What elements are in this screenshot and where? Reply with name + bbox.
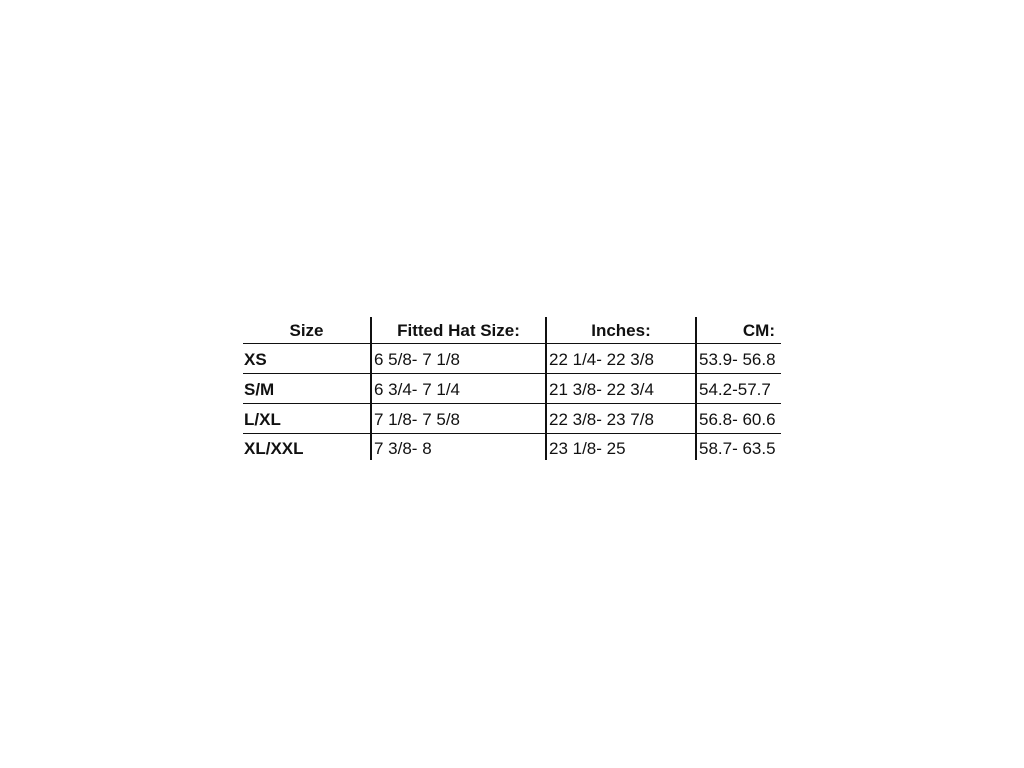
table-row (243, 374, 781, 404)
header-cm: CM: (695, 317, 781, 343)
header-inches: Inches: (545, 317, 695, 343)
size-chart-table (243, 317, 781, 460)
cm-cell: 58.7- 63.5 (695, 434, 781, 460)
inches-cell: 22 3/8- 23 7/8 (545, 404, 695, 433)
cm-cell: 53.9- 56.8 (695, 344, 781, 373)
table-header-row (243, 317, 781, 344)
table-row (243, 434, 781, 460)
header-fitted-hat-size: Fitted Hat Size: (370, 317, 545, 343)
size-cell: XL/XXL (244, 438, 304, 458)
inches-cell: 23 1/8- 25 (545, 434, 695, 460)
inches-cell: 22 1/4- 22 3/8 (545, 344, 695, 373)
inches-cell: 21 3/8- 22 3/4 (545, 374, 695, 403)
fitted-cell: 6 5/8- 7 1/8 (370, 344, 545, 373)
table-row (243, 404, 781, 434)
fitted-cell: 7 1/8- 7 5/8 (370, 404, 545, 433)
size-cell: L/XL (244, 410, 281, 429)
size-cell: S/M (244, 380, 275, 399)
fitted-cell: 7 3/8- 8 (370, 434, 545, 460)
size-cell: XS (244, 350, 267, 369)
table-row (243, 344, 781, 374)
header-size: Size (289, 321, 324, 340)
fitted-cell: 6 3/4- 7 1/4 (370, 374, 545, 403)
cm-cell: 56.8- 60.6 (695, 404, 781, 433)
cm-cell: 54.2-57.7 (695, 374, 781, 403)
